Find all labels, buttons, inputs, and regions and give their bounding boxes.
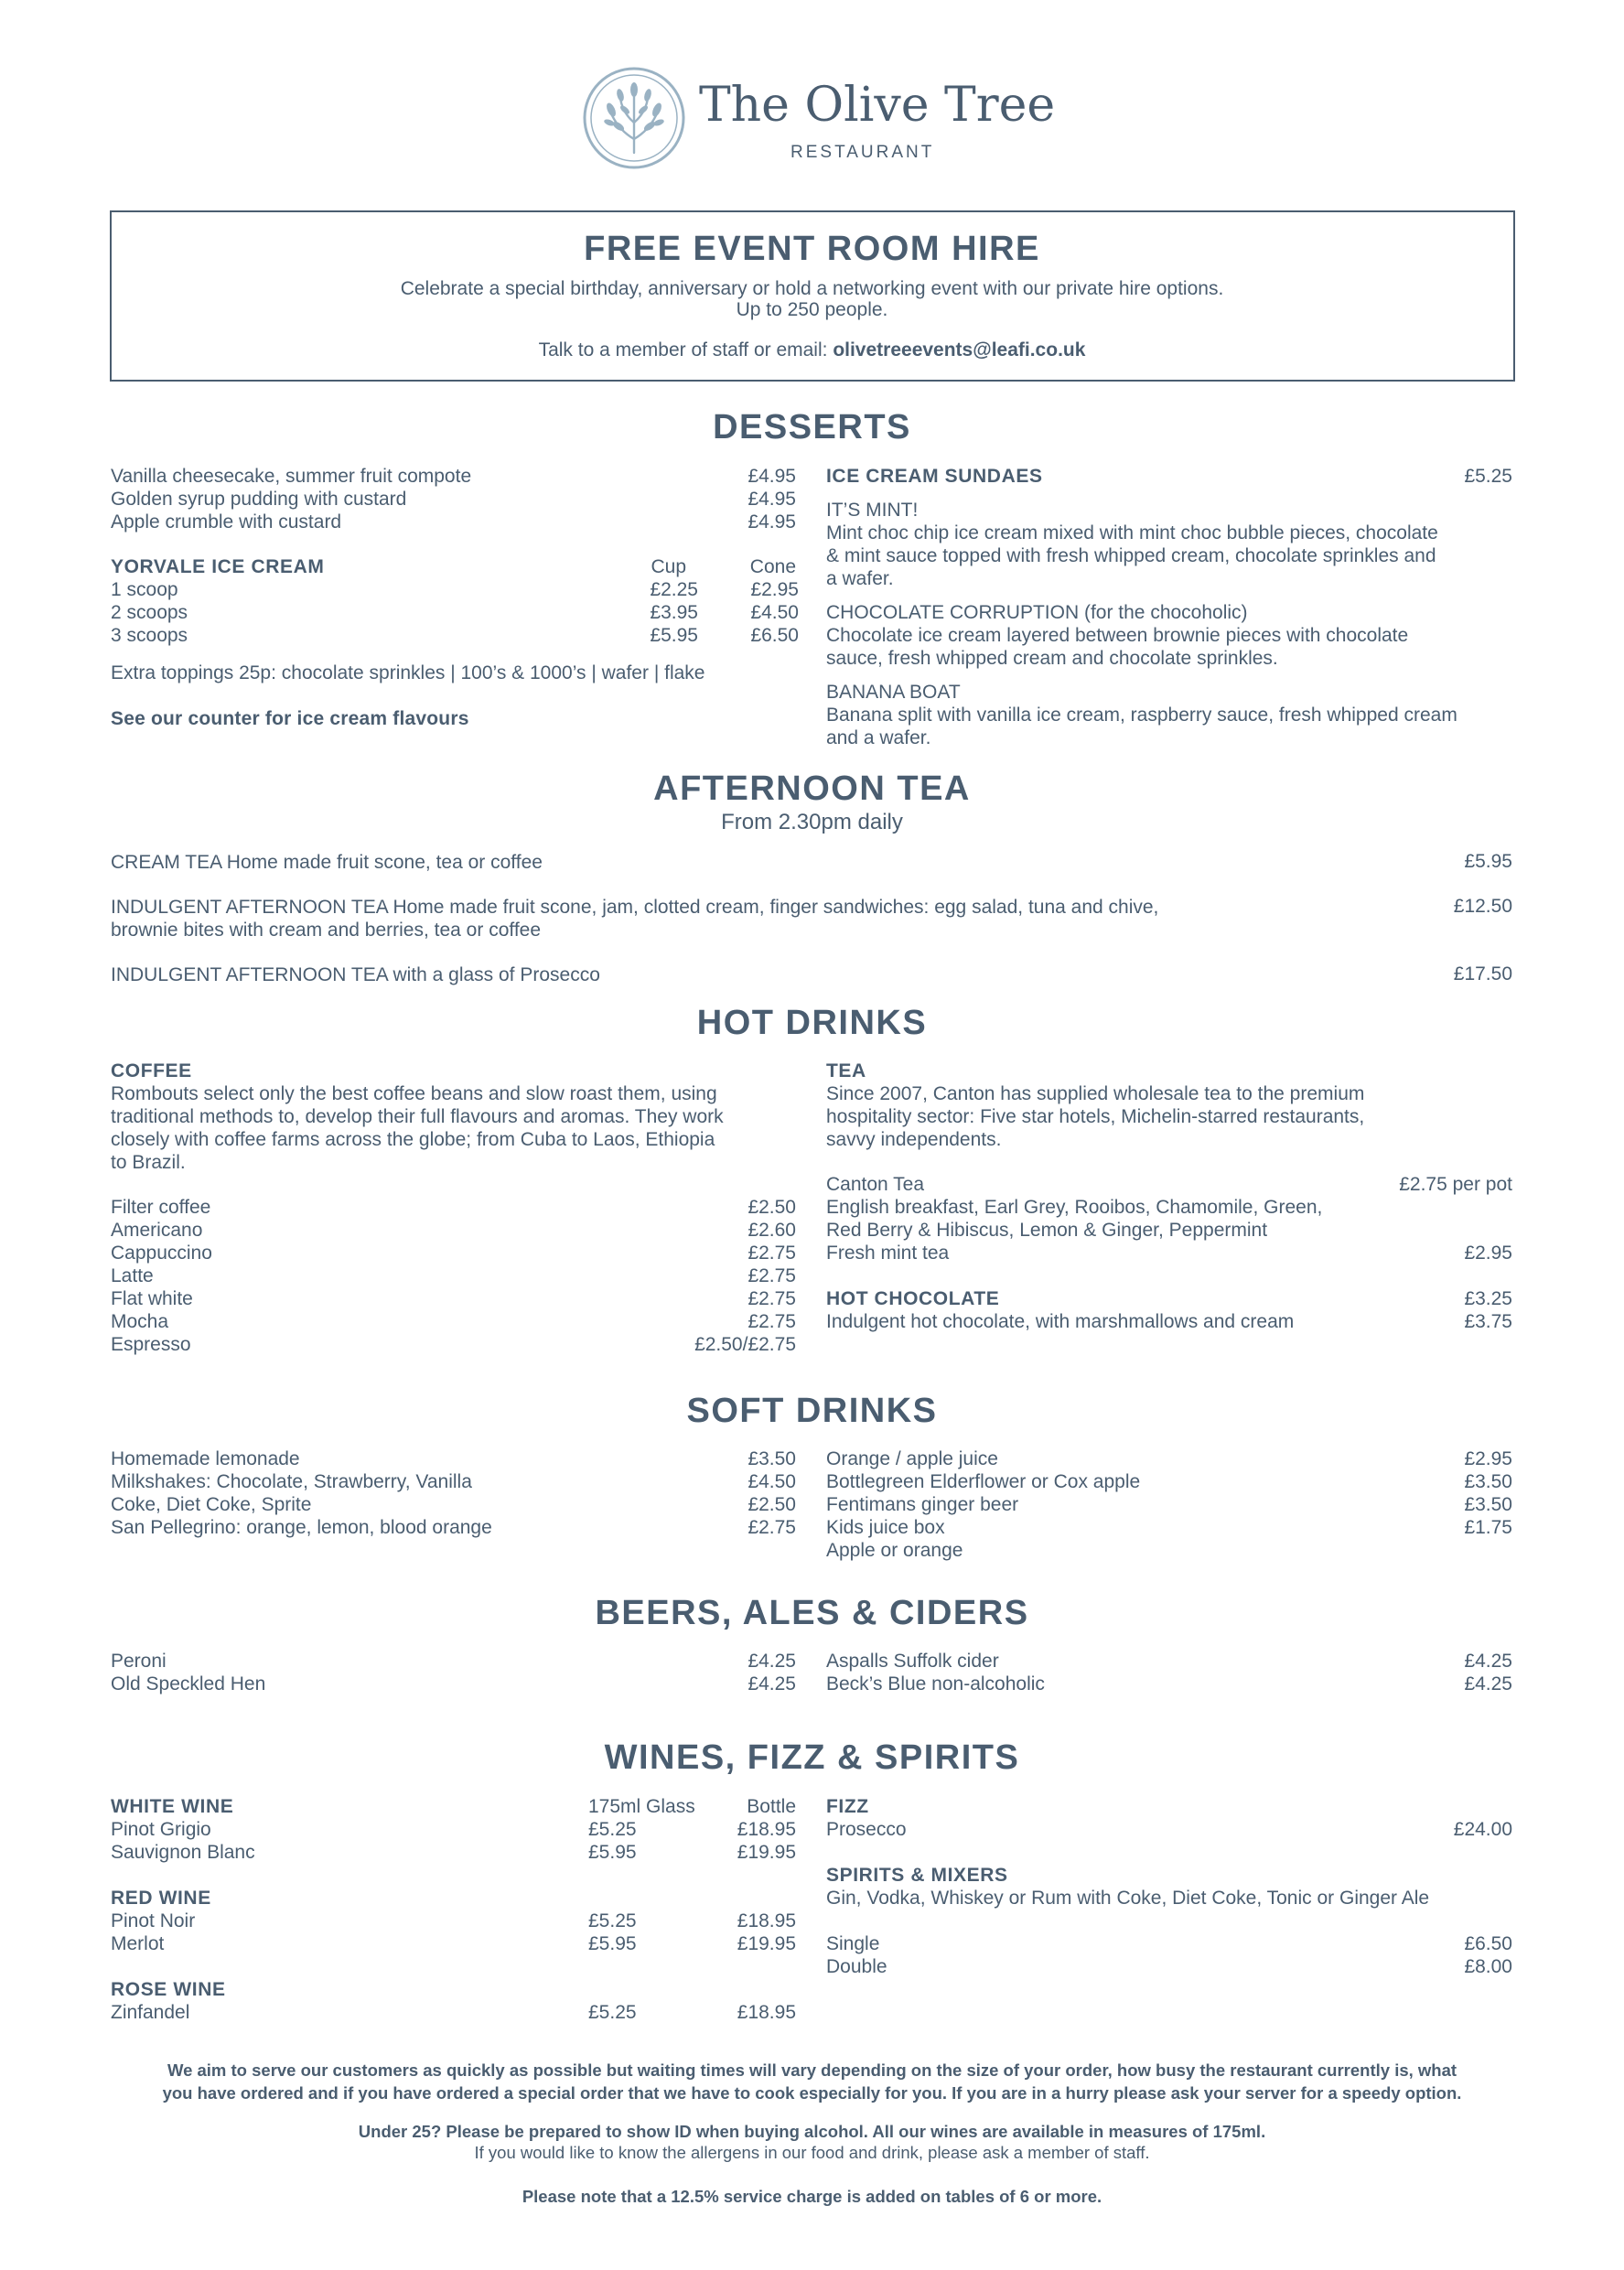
item-name: Apple crumble with custard (111, 511, 342, 533)
spirit-price: £8.00 (1464, 1956, 1512, 1977)
coffee-item-name: Flat white (111, 1288, 193, 1309)
soft-item-price: £4.50 (747, 1471, 796, 1492)
brand-subtitle: RESTAURANT (790, 143, 935, 162)
icecream-row-cup: £5.95 (650, 625, 698, 646)
wine-group-title: RED WINE (111, 1888, 211, 1909)
soft-item-name: San Pellegrino: orange, lemon, blood orange (111, 1517, 492, 1538)
list-item (111, 511, 341, 534)
soft-item-name: Bottlegreen Elderflower or Cox apple (826, 1471, 1141, 1492)
spirit-price: £6.50 (1464, 1933, 1512, 1954)
list-item (111, 465, 471, 489)
coffee-item-price: £2.75 (747, 1265, 796, 1286)
soft-item-name: Apple or orange (826, 1540, 963, 1561)
wine-name: Zinfandel (111, 2002, 190, 2023)
spirit-name: Single (826, 1933, 880, 1954)
sundae-item (826, 499, 1522, 590)
coffee-item-name: Mocha (111, 1311, 169, 1332)
icecream-row-name: 2 scoops (111, 602, 188, 623)
event-description (0, 278, 1624, 320)
sundae-desc: Banana split with vanilla ice cream, raspberry sauce, fresh whipped cream (826, 705, 1457, 726)
coffee-title: COFFEE (111, 1060, 192, 1081)
sundae-desc: Mint choc chip ice cream mixed with mint choc bubble pieces, chocolate (826, 522, 1438, 543)
soft-item-name: Homemade lemonade (111, 1448, 300, 1469)
spirits-title: SPIRITS & MIXERS (826, 1865, 1008, 1886)
icecream-row-cone: £2.95 (750, 579, 799, 600)
soft-item-name: Fentimans ginger beer (826, 1494, 1019, 1515)
brand-name: The Olive Tree (699, 78, 1056, 133)
soft-item-price: £3.50 (747, 1448, 796, 1469)
soft-item-price: £2.50 (747, 1494, 796, 1515)
spirits-desc: Gin, Vodka, Whiskey or Rum with Coke, Diet Coke, Tonic or Ginger Ale (826, 1888, 1430, 1909)
sundae-name: BANANA BOAT (826, 682, 961, 703)
list-item (111, 896, 1158, 941)
id-notice: Under 25? Please be prepared to show ID when buying alcohol. All our wines are available in measures of 175ml. (358, 2122, 1266, 2141)
coffee-item-price: £2.50 (747, 1197, 796, 1218)
item-name: CREAM TEA Home made fruit scone, tea or coffee (111, 852, 543, 873)
icecream-row-cone: £6.50 (750, 625, 799, 646)
icecream-col-cone: Cone (749, 556, 796, 577)
wait-notice-line: We aim to serve our customers as quickly as possible but waiting times will vary depending on the size of your order, how busy the restaurant currently is, what (167, 2060, 1457, 2080)
coffee-description (111, 1082, 724, 1174)
coffee-desc-line: to Brazil. (111, 1152, 186, 1173)
soft-item-name: Coke, Diet Coke, Sprite (111, 1494, 312, 1515)
hot-chocolate-desc: Indulgent hot chocolate, with marshmallows and cream (826, 1311, 1295, 1332)
beer-item-name: Peroni (111, 1651, 167, 1672)
sundae-desc: Chocolate ice cream layered between brownie pieces with chocolate (826, 625, 1409, 646)
tea-flavour-line: Red Berry & Hibiscus, Lemon & Ginger, Peppermint (826, 1220, 1268, 1241)
sundae-name: IT’S MINT! (826, 500, 919, 521)
canton-tea-price: £2.75 per pot (1399, 1174, 1512, 1195)
wine-name: Pinot Grigio (111, 1819, 211, 1840)
wine-bottle-price: £18.95 (737, 1819, 796, 1840)
coffee-item-price: £2.60 (747, 1220, 796, 1241)
afternoon-subtitle: From 2.30pm daily (721, 810, 903, 834)
item-price: £12.50 (1453, 896, 1512, 917)
wine-name: Pinot Noir (111, 1910, 196, 1931)
sundae-desc: sauce, fresh whipped cream and chocolate sprinkles. (826, 648, 1278, 669)
sundae-desc: & mint sauce topped with fresh whipped cream, chocolate sprinkles and (826, 545, 1436, 566)
wine-glass-price: £5.95 (588, 1933, 637, 1954)
soft-item-name: Milkshakes: Chocolate, Strawberry, Vanilla (111, 1471, 472, 1492)
event-email-link[interactable]: olivetreeevents@leafi.co.uk (833, 339, 1086, 360)
wait-notice (0, 2059, 1624, 2104)
icecream-row-name: 1 scoop (111, 579, 178, 600)
soft-item-name: Kids juice box (826, 1517, 945, 1538)
list-item (111, 488, 406, 511)
wine-name: Merlot (111, 1933, 165, 1954)
event-contact-prefix: Talk to a member of staff or email: (538, 339, 834, 360)
item-name: Vanilla cheesecake, summer fruit compote (111, 466, 472, 487)
tea-desc-line: hospitality sector: Five star hotels, Michelin-starred restaurants, (826, 1106, 1365, 1127)
tea-desc-line: Since 2007, Canton has supplied wholesale tea to the premium (826, 1083, 1365, 1104)
hot-chocolate-desc-price: £3.75 (1464, 1311, 1512, 1332)
sundaes-title: ICE CREAM SUNDAES (826, 466, 1043, 487)
sundae-desc: and a wafer. (826, 727, 931, 748)
sundae-desc: a wafer. (826, 568, 894, 589)
beer-item-name: Old Speckled Hen (111, 1673, 266, 1694)
fizz-title: FIZZ (826, 1796, 869, 1817)
wait-notice-line: you have ordered and if you have ordered a special order that we have to cook especially for you. If you are in a hurry please ask your server for a speedy option. (162, 2083, 1462, 2103)
coffee-item-name: Espresso (111, 1334, 191, 1355)
beers-title: BEERS, ALES & CIDERS (595, 1594, 1029, 1632)
wine-bottle-price: £19.95 (737, 1842, 796, 1863)
coffee-item-name: Americano (111, 1220, 203, 1241)
wine-glass-price: £5.95 (588, 1842, 637, 1863)
beer-item-price: £4.25 (747, 1651, 796, 1672)
coffee-item-price: £2.50/£2.75 (694, 1334, 796, 1355)
tea-flavours (826, 1196, 1322, 1242)
spirit-name: Double (826, 1956, 887, 1977)
wine-col-bottle: Bottle (747, 1796, 796, 1817)
wine-glass-price: £5.25 (588, 2002, 637, 2023)
soft-drinks-title: SOFT DRINKS (686, 1392, 938, 1430)
coffee-desc-line: closely with coffee farms across the globe; from Cuba to Laos, Ethiopia (111, 1129, 715, 1150)
event-line2: Up to 250 people. (736, 299, 888, 320)
soft-item-price: £3.50 (1464, 1494, 1512, 1515)
olive-branch-icon (582, 66, 686, 170)
icecream-col-cup: Cup (651, 556, 686, 577)
item-price: £17.50 (1453, 963, 1512, 984)
icecream-counter-note: See our counter for ice cream flavours (111, 708, 469, 729)
tea-title: TEA (826, 1060, 866, 1081)
list-item (111, 963, 600, 986)
wine-group-title: ROSE WINE (111, 1979, 226, 2000)
icecream-title: YORVALE ICE CREAM (111, 556, 325, 577)
hot-chocolate-price: £3.25 (1464, 1288, 1512, 1309)
wines-title: WINES, FIZZ & SPIRITS (604, 1738, 1020, 1777)
hot-chocolate-title: HOT CHOCOLATE (826, 1288, 1000, 1309)
fizz-price: £24.00 (1453, 1819, 1512, 1840)
fizz-name: Prosecco (826, 1819, 907, 1840)
soft-item-name: Orange / apple juice (826, 1448, 998, 1469)
item-price: £4.95 (747, 466, 796, 487)
wine-col-glass: 175ml Glass (588, 1796, 695, 1817)
coffee-desc-line: Rombouts select only the best coffee beans and slow roast them, using (111, 1083, 717, 1104)
wine-glass-price: £5.25 (588, 1910, 637, 1931)
event-title: FREE EVENT ROOM HIRE (584, 230, 1040, 268)
icecream-row-name: 3 scoops (111, 625, 188, 646)
beer-item-price: £4.25 (747, 1673, 796, 1694)
wine-bottle-price: £19.95 (737, 1933, 796, 1954)
hot-drinks-title: HOT DRINKS (696, 1004, 928, 1042)
soft-item-price: £3.50 (1464, 1471, 1512, 1492)
beer-item-price: £4.25 (1464, 1673, 1512, 1694)
beer-item-name: Beck’s Blue non-alcoholic (826, 1673, 1045, 1694)
coffee-item-price: £2.75 (747, 1243, 796, 1264)
icecream-toppings: Extra toppings 25p: chocolate sprinkles | 100’s & 1000’s | wafer | flake (111, 662, 705, 683)
soft-item-price: £1.75 (1464, 1517, 1512, 1538)
icecream-row-cup: £2.25 (650, 579, 698, 600)
coffee-item-price: £2.75 (747, 1288, 796, 1309)
coffee-desc-line: traditional methods to, develop their full flavours and aromas. They work (111, 1106, 724, 1127)
afternoon-title: AFTERNOON TEA (653, 769, 971, 808)
wine-group-title: WHITE WINE (111, 1796, 234, 1817)
soft-item-price: £2.95 (1464, 1448, 1512, 1469)
tea-desc-line: savvy independents. (826, 1129, 1002, 1150)
item-name: INDULGENT AFTERNOON TEA with a glass of Prosecco (111, 964, 600, 985)
service-charge-notice: Please note that a 12.5% service charge is added on tables of 6 or more. (522, 2187, 1102, 2206)
icecream-row-cup: £3.95 (650, 602, 698, 623)
item-price: £4.95 (747, 511, 796, 533)
mint-tea: Fresh mint tea (826, 1243, 950, 1264)
allergens-notice: If you would like to know the allergens in our food and drink, please ask a member of staff. (474, 2143, 1150, 2162)
list-item (111, 851, 543, 874)
item-price: £5.95 (1464, 851, 1512, 872)
sundae-item (826, 601, 1522, 670)
wine-glass-price: £5.25 (588, 1819, 637, 1840)
event-contact (0, 339, 1624, 361)
event-line1: Celebrate a special birthday, anniversary or hold a networking event with our private hire options. (400, 278, 1224, 299)
coffee-item-name: Cappuccino (111, 1243, 212, 1264)
tea-description (826, 1082, 1364, 1151)
icecream-row-cone: £4.50 (750, 602, 799, 623)
soft-item-price: £2.75 (747, 1517, 796, 1538)
wine-name: Sauvignon Blanc (111, 1842, 255, 1863)
coffee-item-price: £2.75 (747, 1311, 796, 1332)
sundae-item (826, 681, 1522, 749)
wine-bottle-price: £18.95 (737, 1910, 796, 1931)
tea-flavour-line: English breakfast, Earl Grey, Rooibos, Chamomile, Green, (826, 1197, 1323, 1218)
canton-tea: Canton Tea (826, 1174, 925, 1195)
item-price: £4.95 (747, 489, 796, 510)
beer-item-name: Aspalls Suffolk cider (826, 1651, 999, 1672)
coffee-item-name: Filter coffee (111, 1197, 211, 1218)
item-name: INDULGENT AFTERNOON TEA Home made fruit scone, jam, clotted cream, finger sandwiches: egg salad, tuna and chive, (111, 897, 1159, 918)
logo (582, 66, 686, 170)
mint-tea-price: £2.95 (1464, 1243, 1512, 1264)
sundae-name: CHOCOLATE CORRUPTION (for the chocoholic) (826, 602, 1248, 623)
coffee-item-name: Latte (111, 1265, 154, 1286)
item-name: Golden syrup pudding with custard (111, 489, 407, 510)
wine-bottle-price: £18.95 (737, 2002, 796, 2023)
beer-item-price: £4.25 (1464, 1651, 1512, 1672)
item-name-cont: brownie bites with cream and berries, tea or coffee (111, 920, 542, 941)
desserts-title: DESSERTS (713, 408, 911, 446)
sundaes-price: £5.25 (1464, 466, 1512, 487)
